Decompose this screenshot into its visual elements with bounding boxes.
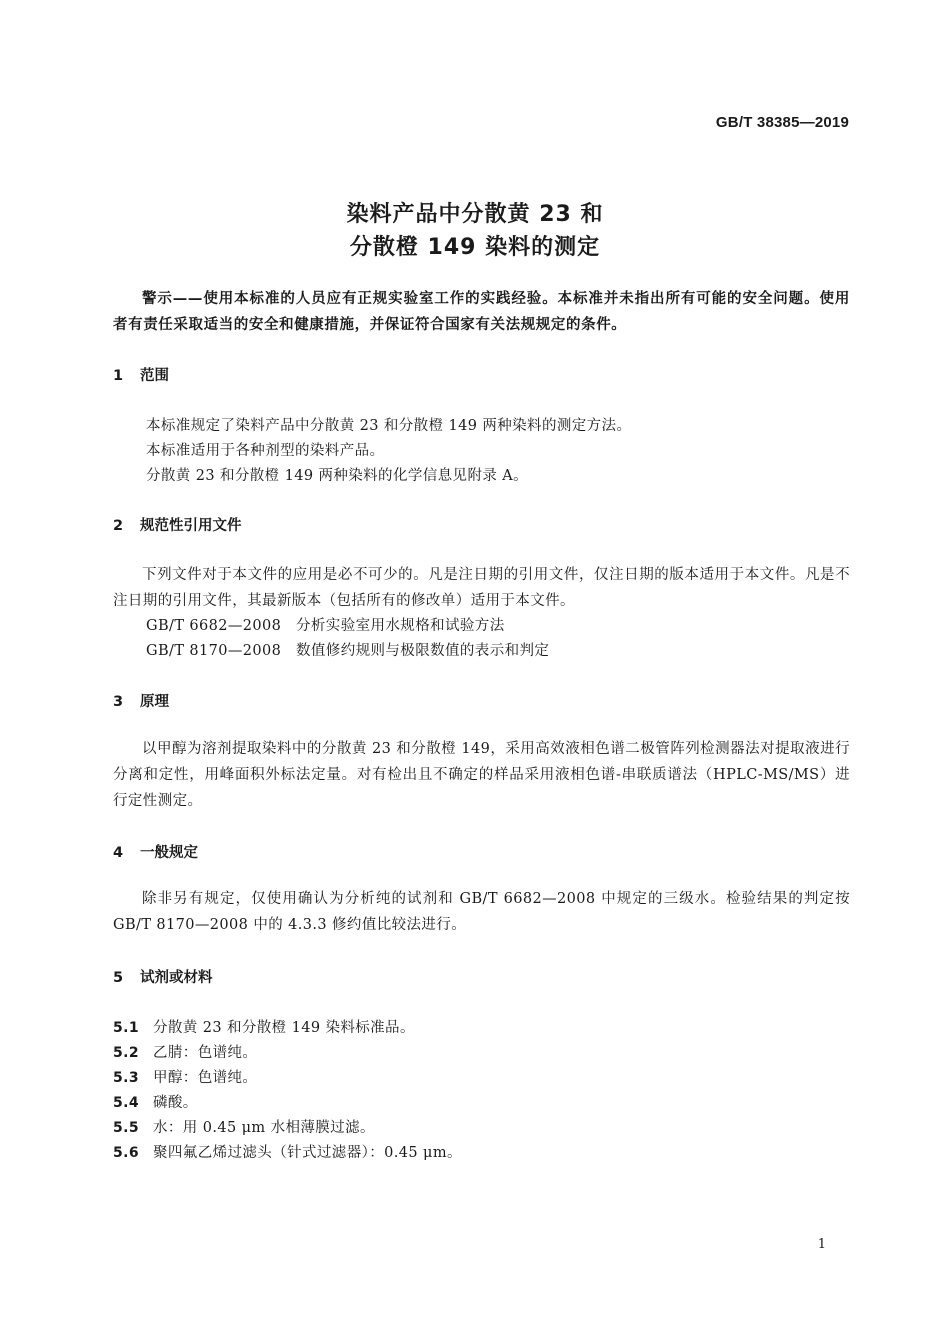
- reagent-item: [113, 1041, 257, 1062]
- section-3-heading: [113, 690, 169, 711]
- item-text: 分散黄 23 和分散橙 149 染料标准品。: [153, 1020, 415, 1036]
- item-number: 5.6: [113, 1145, 140, 1161]
- standard-code: GB/T 38385—2019: [715, 114, 849, 131]
- reagent-item: [113, 1141, 462, 1162]
- title-line-1: 染料产品中分散黄 23 和: [346, 202, 604, 227]
- item-text: 磷酸。: [153, 1095, 198, 1111]
- item-text: 水：用 0.45 μm 水相薄膜过滤。: [153, 1120, 375, 1136]
- section-number: 1: [113, 368, 124, 384]
- section-5-heading: [113, 966, 213, 987]
- reagent-item: [113, 1091, 198, 1112]
- references-intro: 下列文件对于本文件的应用是必不可少的。凡是注日期的引用文件，仅注日期的版本适用于本文件。凡是不注日期的引用文件，其最新版本（包括所有的修改单）适用于本文件。: [113, 567, 850, 609]
- item-text: 甲醇：色谱纯。: [153, 1070, 258, 1086]
- reagent-item: [113, 1066, 257, 1087]
- principle-paragraph: 以甲醇为溶剂提取染料中的分散黄 23 和分散橙 149，采用高效液相色谱二极管阵列检测器法对提取液进行分离和定性，用峰面积外标法定量。对有检出且不确定的样品采用液相色谱-串联质谱法（HPLC-MS/MS）进行定性测定。: [113, 741, 850, 809]
- reagent-item: [113, 1116, 375, 1137]
- reference-title: 数值修约规则与极限数值的表示和判定: [296, 643, 550, 659]
- scope-line-2: 本标准适用于各种剂型的染料产品。: [146, 443, 385, 459]
- item-number: 5.3: [113, 1070, 140, 1086]
- page-number: 1: [817, 1237, 826, 1252]
- section-2-heading: [113, 514, 242, 535]
- item-number: 5.1: [113, 1020, 140, 1036]
- scope-line-3: 分散黄 23 和分散橙 149 两种染料的化学信息见附录 A。: [146, 468, 529, 484]
- item-text: 聚四氟乙烯过滤头（针式过滤器）：0.45 μm。: [153, 1145, 462, 1161]
- section-number: 4: [113, 845, 124, 861]
- scope-line-1: 本标准规定了染料产品中分散黄 23 和分散橙 149 两种染料的测定方法。: [146, 418, 632, 434]
- section-title: 范围: [140, 368, 169, 384]
- section-title: 规范性引用文件: [140, 518, 242, 534]
- title-line-2: 分散橙 149 染料的测定: [349, 235, 601, 260]
- section-number: 2: [113, 518, 124, 534]
- reference-code: GB/T 6682—2008: [146, 618, 282, 634]
- section-title: 试剂或材料: [140, 970, 213, 986]
- section-title: 一般规定: [140, 845, 198, 861]
- item-number: 5.2: [113, 1045, 140, 1061]
- general-rules-paragraph: 除非另有规定，仅使用确认为分析纯的试剂和 GB/T 6682—2008 中规定的三级水。检验结果的判定按 GB/T 8170—2008 中的 4.3.3 修约值比较法进行。: [113, 891, 850, 933]
- section-1-heading: [113, 364, 169, 385]
- section-number: 3: [113, 694, 124, 710]
- reference-item: [146, 639, 549, 660]
- warning-paragraph: 警示——使用本标准的人员应有正规实验室工作的实践经验。本标准并未指出所有可能的安全问题。使用者有责任采取适当的安全和健康措施，并保证符合国家有关法规规定的条件。: [113, 291, 850, 333]
- section-4-heading: [113, 841, 198, 862]
- reference-title: 分析实验室用水规格和试验方法: [296, 618, 505, 634]
- item-number: 5.4: [113, 1095, 140, 1111]
- section-title: 原理: [140, 694, 169, 710]
- item-number: 5.5: [113, 1120, 140, 1136]
- reference-item: [146, 614, 505, 635]
- item-text: 乙腈：色谱纯。: [153, 1045, 258, 1061]
- reference-code: GB/T 8170—2008: [146, 643, 282, 659]
- reagent-item: [113, 1016, 415, 1037]
- section-number: 5: [113, 970, 124, 986]
